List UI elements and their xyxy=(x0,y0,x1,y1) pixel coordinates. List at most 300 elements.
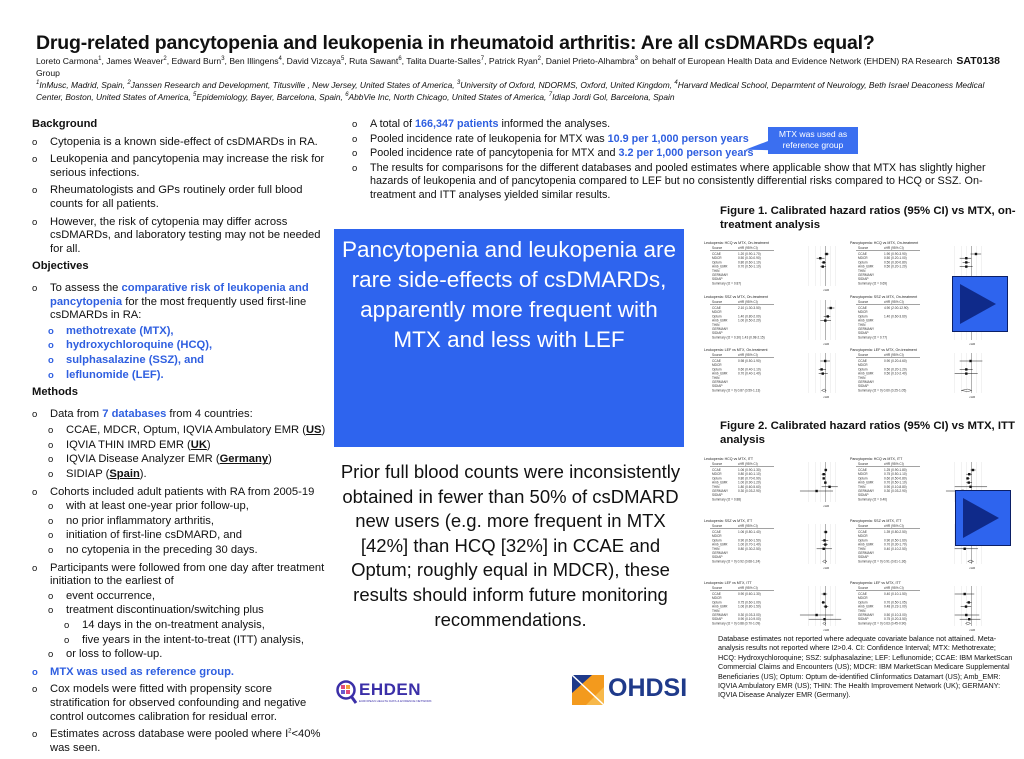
forest-row-value: 0.60 (0.40-1.10) xyxy=(738,367,761,372)
objective-highlight: comparative risk of leukopenia and pancytopenia xyxy=(50,281,309,308)
forest-axis-label: cHR xyxy=(823,288,830,292)
forest-row-value: 1.06 (0.80-1.50) xyxy=(738,604,761,609)
forest-col-header: cHR (95% CI) xyxy=(884,353,904,357)
forest-point xyxy=(824,543,826,545)
forest-point xyxy=(965,265,967,267)
forest-row-label: THIN xyxy=(858,322,866,327)
author-name: Daniel Prieto-Alhambra$^3$ xyxy=(545,56,638,66)
database-end: ) xyxy=(206,438,211,451)
forest-row-label: Amb_EMR xyxy=(858,264,874,269)
forest-axis-label: cHR xyxy=(823,628,830,632)
objective-item xyxy=(32,282,332,323)
forest-row-label: Optum xyxy=(712,260,722,265)
forest-col-header: Source xyxy=(712,300,723,304)
methods-item: o Participants were followed from one day after treatment initiation to the earliest of xyxy=(32,562,332,589)
methods-item: o Cox models were fitted with propensity score stratification for observed confounding and negative control outcomes calibration for residual error. xyxy=(32,683,332,724)
cohort-criterion: o no cytopenia in the preceding 30 days. xyxy=(32,544,332,558)
forest-row-label: THIN xyxy=(858,484,866,489)
forest-row-label: Optum xyxy=(712,314,722,319)
author-name: Edward Burn$^3$ xyxy=(171,56,225,66)
forest-row-value: 0.90 (0.10-9.00) xyxy=(738,617,761,622)
result-item xyxy=(352,133,997,147)
forest-col-header: Source xyxy=(712,586,723,590)
cohort-criterion: o no prior inflammatory arthritis, xyxy=(32,515,332,529)
forest-row-label: SIDIAP xyxy=(858,493,869,498)
forest-row-label: Optum xyxy=(858,476,868,481)
forest-col-header: Source xyxy=(858,300,869,304)
forest-point xyxy=(965,614,967,616)
forest-row-label: THIN xyxy=(712,608,720,613)
forest-title: Pancytopenia: HCQ vs MTX, ITT xyxy=(850,457,903,461)
figure-footnote: Database estimates not reported where adequate covariate balance not attained. Meta-analysis results not reported where I2>0.4. CI: Confidence Interval; MTX: Methotrexate; HCQ: Hydroxychloroquine; SSZ: sulphasalazine; LEF: Leflunomide; CCAE: IBM MarketScan Commercial Claims and Encounters (US); MDCR: IBM MarketScan Medicare Supplemental Beneficiaries (US); Optum: Optum de-identified Clinformatics Datamart (US); Amb_EMR: IQVIA Ambulatory EMR (US); THIN: The Health Improvement Network (UK); GERMANY: IQVIA Disease Analyzer EMR (Germany). xyxy=(718,634,1013,700)
result-item xyxy=(352,118,997,132)
forest-row-value: 0.90 (0.60-1.50) xyxy=(738,538,761,543)
play-video-button[interactable] xyxy=(952,276,1008,332)
forest-row-value: 0.90 (0.50-1.60) xyxy=(884,538,907,543)
author-affiliation-number: 3 xyxy=(221,56,225,63)
forest-row-label: MDCR xyxy=(858,256,868,261)
author-list: Loreto Carmona$^1$, James Weaver$^2$, Edward Burn$^3$, Ben Illingens$^4$, David Vizcaya$^5$, Ruta Sawant$^6$, Talita Duarte-Salles$^7$, Patrick Ryan$^2$, Daniel Prieto-Alhambra$^3$ on behalf of European Health Data and Evidence Network (EHDEN) RA Research Group xyxy=(36,56,953,78)
forest-point xyxy=(963,593,965,595)
forest-row-value: 0.90 (0.10-8.80) xyxy=(884,484,907,489)
forest-row-value: 0.50 (0.20-1.20) xyxy=(884,264,907,269)
ehden-logo-text: EHDEN xyxy=(359,680,422,699)
forest-col-header: Source xyxy=(712,524,723,528)
author-affiliation-number: 7 xyxy=(480,56,485,63)
forest-row-value: 0.50 (0.20-1.20) xyxy=(884,367,907,372)
forest-point xyxy=(963,548,965,550)
author-name: Talita Duarte-Salles$^7$ xyxy=(406,56,485,66)
forest-row-label: Amb_EMR xyxy=(858,604,874,609)
forest-point xyxy=(822,601,824,603)
forest-row-label: THIN xyxy=(712,484,720,489)
forest-row-value: 0.60 (0.50-0.80) xyxy=(884,476,907,481)
affiliation: $^4$Harvard Medical School, Deparmtent of Neurology, Beth Israel Deaconess Medical Center, Boston, United States of America, xyxy=(36,80,985,102)
forest-row-label: CCAE xyxy=(858,592,867,596)
forest-title: Pancytopenia: SSZ vs MTX, ITT xyxy=(850,519,902,523)
forest-title: Pancytopenia: LEF vs MTX, On-treatment xyxy=(850,348,917,352)
forest-diamond xyxy=(823,560,827,563)
drug-item: o leflunomide (LEF). xyxy=(32,369,332,383)
forest-row-value: 0.80 (0.30-2.50) xyxy=(738,546,761,551)
forest-point xyxy=(825,531,827,533)
forest-point xyxy=(975,253,977,255)
forest-row-value: 1.06 (0.80-1.40) xyxy=(738,530,761,534)
forest-plot xyxy=(704,580,849,632)
author-name: Loreto Carmona$^1$ xyxy=(36,56,102,66)
forest-row-value: 1.25 (0.90-1.80) xyxy=(884,468,907,472)
forest-col-header: Source xyxy=(858,524,869,528)
forest-plot xyxy=(704,294,849,346)
forest-row-label: THIN xyxy=(858,375,866,380)
forest-row-label: THIN xyxy=(712,375,720,380)
forest-point xyxy=(965,257,967,259)
patient-count: 166,347 patients xyxy=(415,118,499,130)
forest-title: Leukopenia: LEF vs MTX, On-treatment xyxy=(704,348,768,352)
forest-point xyxy=(819,257,821,259)
forest-plot xyxy=(850,580,995,632)
forest-summary-label: Summary (I2 = 0.40) xyxy=(858,497,888,502)
forest-row-value: 0.98 (0.50-1.90) xyxy=(738,359,761,363)
forest-col-header: Source xyxy=(858,353,869,357)
forest-axis-label: cHR xyxy=(969,395,976,399)
methods-heading: Methods xyxy=(32,386,78,399)
forest-summary-label: Summary (I2 = 0.88) xyxy=(712,497,742,502)
forest-title: Pancytopenia: LEF vs MTX, ITT xyxy=(850,581,901,585)
forest-plot xyxy=(704,347,849,399)
result-item: o The results for comparisons for the different databases and pooled estimates where applicable show that MTX has slightly higher hazards of leukopenia and of pancytopenia compared to LEF but no consistently differential risks compared to HCQ or SSZ. On-treatment and ITT analyses yielded similar results. xyxy=(352,162,997,203)
forest-point xyxy=(965,605,967,607)
forest-point xyxy=(968,618,970,620)
forest-point xyxy=(823,261,825,263)
forest-row-label: SIDIAP xyxy=(858,277,869,282)
author-affiliation-number: 5 xyxy=(340,56,345,63)
author-affiliation-number: 2 xyxy=(163,56,167,63)
forest-row-label: THIN xyxy=(712,268,720,273)
forest-row-value: 0.80 (0.60-1.10) xyxy=(738,260,761,265)
forest-row-value: 0.90 (0.20-4.60) xyxy=(884,359,907,363)
forest-col-header: Source xyxy=(712,353,723,357)
forest-col-header: cHR (95% CI) xyxy=(738,353,758,357)
background-item: o Cytopenia is a known side-effect of csDMARDs in RA. xyxy=(32,136,332,150)
forest-point xyxy=(823,539,825,541)
forest-point xyxy=(815,614,817,616)
forest-row-value: 0.75 (0.20-3.50) xyxy=(884,617,907,622)
database-end: ). xyxy=(139,468,147,481)
forest-row-value: 1.39 (0.80-2.50) xyxy=(884,530,907,534)
followup-subitem: o 14 days in the on-treatment analysis, xyxy=(32,619,332,633)
database-end: ) xyxy=(268,453,272,466)
forest-plot xyxy=(704,456,849,508)
forest-row-value: 0.40 (0.10-2.50) xyxy=(884,546,907,551)
forest-point xyxy=(823,593,825,595)
forest-summary-label: Summary (I2 = 0.77) xyxy=(858,335,888,340)
forest-row-value: 0.50 (0.10-2.40) xyxy=(884,371,907,376)
forest-row-value: 2.10 (1.30-3.50) xyxy=(738,306,761,310)
result-text: Pooled incidence rate of leukopenia for MTX was xyxy=(370,132,608,145)
ehden-logo-subtext: EUROPEAN HEALTH DATA & EVIDENCE NETWORK xyxy=(359,699,432,703)
result-item xyxy=(352,147,997,161)
forest-row-value: 0.30 (0.03-3.00) xyxy=(738,613,761,617)
forest-title: Leukopenia: HCQ vs MTX, On-treatment xyxy=(704,241,769,245)
poster-title: Drug-related pancytopenia and leukopenia in rheumatoid arthritis: Are all csDMARDs equal? xyxy=(36,32,875,54)
followup-item: o or loss to follow-up. xyxy=(32,648,332,662)
forest-point xyxy=(823,477,825,479)
forest-row-value: 0.30 (0.03-2.90) xyxy=(884,489,907,493)
database-item xyxy=(32,468,332,482)
forest-row-label: Optum xyxy=(712,476,722,481)
forest-col-header: cHR (95% CI) xyxy=(738,246,758,250)
forest-col-header: cHR (95% CI) xyxy=(884,246,904,250)
methods-text: from 4 countries: xyxy=(166,407,253,420)
forest-plot xyxy=(850,347,995,399)
background-item: o However, the risk of cytopenia may differ across csDMARDs, and laboratory testing may not be needed for all. xyxy=(32,216,332,257)
forest-col-header: Source xyxy=(858,586,869,590)
key-message-box: Pancytopenia and leukopenia are rare side-effects of csDMARDs, apparently more frequent with MTX and less with LEF xyxy=(334,229,684,447)
forest-row-value: 1.00 (0.50-2.20) xyxy=(738,318,761,323)
forest-row-label: GERMANY xyxy=(858,489,875,493)
forest-row-value: 0.48 (0.23-1.00) xyxy=(884,604,907,609)
left-column xyxy=(32,118,332,759)
author-name: Patrick Ryan$^2$ xyxy=(488,56,541,66)
forest-row-label: GERMANY xyxy=(712,380,729,384)
forest-col-header: cHR (95% CI) xyxy=(738,462,758,466)
database-names: IQVIA Disease Analyzer EMR ( xyxy=(66,453,220,466)
database-country: Germany xyxy=(219,453,269,466)
forest-plot xyxy=(704,240,849,292)
forest-point xyxy=(825,253,827,255)
reference-callout: MTX was used as reference group xyxy=(768,127,858,154)
forest-diamond xyxy=(968,560,974,563)
methods-item: o Cohorts included adult patients with RA from 2005-19 xyxy=(32,486,332,500)
forest-row-label: GERMANY xyxy=(858,327,875,331)
forest-point xyxy=(825,605,827,607)
forest-row-label: CCAE xyxy=(858,359,867,363)
forest-row-label: Amb_EMR xyxy=(712,264,728,269)
forest-row-label: Amb_EMR xyxy=(858,542,874,547)
figure2-title: Figure 2. Calibrated hazard ratios (95% CI) vs MTX, ITT analysis xyxy=(720,420,1015,446)
database-end: ) xyxy=(321,424,326,437)
forest-point xyxy=(968,473,970,475)
forest-row-label: GERMANY xyxy=(712,551,729,555)
forest-row-label: GERMANY xyxy=(858,551,875,555)
drug-item: o sulphasalazine (SSZ), and xyxy=(32,354,332,368)
forest-row-value: 1.00 (0.70-1.40) xyxy=(738,542,761,547)
reference-group-note: o MTX was used as reference group. xyxy=(32,666,332,680)
forest-plot xyxy=(704,518,849,570)
forest-row-label: CCAE xyxy=(712,252,721,256)
forest-row-value: 1.06 (0.90-1.30) xyxy=(738,468,761,472)
followup-item: o treatment discontinuation/switching plus xyxy=(32,604,332,618)
database-country: US xyxy=(305,424,322,437)
forest-title: Pancytopenia: HCQ vs MTX, On-treatment xyxy=(850,241,919,245)
figure1-title: Figure 1. Calibrated hazard ratios (95% CI) vs MTX, on-treatment analysis xyxy=(720,205,1016,231)
forest-point xyxy=(815,490,817,492)
affiliation: $^7$Idiap Jordi Gol, Barcelona, Spain xyxy=(548,92,675,102)
forest-row-label: Amb_EMR xyxy=(858,480,874,485)
forest-axis-label: cHR xyxy=(823,566,830,570)
forest-row-label: THIN xyxy=(712,322,720,327)
results-section xyxy=(352,118,997,204)
objective-text: To assess the xyxy=(50,281,122,294)
author-name: Ruta Sawant$^6$ xyxy=(349,56,402,66)
forest-point xyxy=(968,601,970,603)
forest-row-label: Optum xyxy=(712,538,722,543)
forest-row-label: Amb_EMR xyxy=(712,480,728,485)
forest-row-label: GERMANY xyxy=(712,273,729,277)
forest-point xyxy=(824,319,826,321)
forest-point xyxy=(822,265,824,267)
forest-row-label: GERMANY xyxy=(858,613,875,617)
forest-title: Pancytopenia: SSZ vs MTX, On-treatment xyxy=(850,295,918,299)
forest-row-label: Amb_EMR xyxy=(858,371,874,376)
drug-item: o hydroxychloroquine (HCQ), xyxy=(32,339,332,353)
author-affiliation-number: 6 xyxy=(398,56,402,63)
forest-row-value: 0.75 (0.50-1.10) xyxy=(884,472,907,477)
forest-row-value: 0.75 (0.60-1.00) xyxy=(738,600,761,605)
forest-row-label: SIDIAP xyxy=(712,555,723,560)
forest-row-label: THIN xyxy=(858,608,866,613)
forest-row-label: CCAE xyxy=(712,468,721,472)
forest-row-label: THIN xyxy=(858,546,866,551)
forest-title: Leukopenia: HCQ vs MTX, ITT xyxy=(704,457,754,461)
forest-summary-label: Summary (I2 = 0) 0.91 (0.61-1.36) xyxy=(858,559,907,564)
forest-row-label: SIDIAP xyxy=(712,384,723,389)
forest-row-label: SIDIAP xyxy=(712,617,723,622)
result-text: informed the analyses. xyxy=(498,118,611,130)
forest-row-label: SIDIAP xyxy=(712,331,723,336)
abstract-code: SAT0138 xyxy=(956,55,1000,67)
play-video-button[interactable] xyxy=(955,490,1011,546)
result-text: A total of xyxy=(370,118,416,130)
forest-point xyxy=(825,469,827,471)
forest-row-label: GERMANY xyxy=(712,489,729,493)
forest-row-value: 0.50 (0.20-1.00) xyxy=(884,256,907,261)
forest-row-value: 0.50 (0.30-0.80) xyxy=(884,260,907,265)
forest-axis-label: cHR xyxy=(823,342,830,346)
forest-row-value: 0.30 (0.03-2.90) xyxy=(738,489,761,493)
forest-row-label: Optum xyxy=(858,314,868,319)
forest-row-label: Amb_EMR xyxy=(712,542,728,547)
result-text: Pooled incidence rate of pancytopenia for MTX and xyxy=(370,147,619,160)
forest-point xyxy=(824,360,826,362)
forest-row-value: 0.70 (0.40-1.40) xyxy=(738,371,761,376)
cohort-criterion: o initiation of first-line csDMARD, and xyxy=(32,529,332,543)
affiliation: $^2$Janssen Research and Development, Titusville , New Jersey, United States of America, xyxy=(127,80,457,90)
leukopenia-rate: 10.9 per 1,000 person years xyxy=(607,132,749,145)
forest-row-label: Optum xyxy=(712,367,722,372)
forest-col-header: cHR (95% CI) xyxy=(738,300,758,304)
forest-point xyxy=(820,368,822,370)
database-names: CCAE, MDCR, Optum, IQVIA Ambulatory EMR ( xyxy=(66,424,306,437)
author-affiliation-number: 1 xyxy=(98,56,102,63)
forest-point xyxy=(965,261,967,263)
background-list xyxy=(32,136,332,257)
forest-row-label: CCAE xyxy=(712,306,721,310)
forest-row-label: CCAE xyxy=(712,530,721,534)
forest-col-header: cHR (95% CI) xyxy=(738,586,758,590)
affiliations xyxy=(36,79,996,103)
forest-row-label: Optum xyxy=(712,600,722,605)
objectives-heading: Objectives xyxy=(32,260,89,273)
forest-row-label: CCAE xyxy=(858,468,867,472)
forest-row-value: 0.70 (0.50-1.10) xyxy=(884,480,907,485)
methods-item xyxy=(32,408,332,422)
forest-point xyxy=(969,486,971,488)
database-names: SIDIAP ( xyxy=(66,468,110,481)
forest-title: Leukopenia: SSZ vs MTX, On-treatment xyxy=(704,295,768,299)
forest-row-label: Amb_EMR xyxy=(712,371,728,376)
superscript: 2 xyxy=(288,728,292,735)
author-name: James Weaver$^2$ xyxy=(106,56,167,66)
forest-point xyxy=(824,481,826,483)
forest-summary-label: Summary (I2 = 0) 0.92 (0.68-1.24) xyxy=(712,559,761,564)
forest-title: Leukopenia: LEF vs MTX, ITT xyxy=(704,581,752,585)
cohort-criterion: o with at least one-year prior follow-up, xyxy=(32,500,332,514)
followup-item: o event occurrence, xyxy=(32,590,332,604)
forest-summary-label: Summary (I2 = 0) 0.87 (0.59-1.13) xyxy=(712,388,761,393)
forest-point xyxy=(828,486,830,488)
forest-col-header: Source xyxy=(712,462,723,466)
forest-point xyxy=(829,307,831,309)
methods-list xyxy=(32,408,332,756)
forest-row-label: Amb_EMR xyxy=(858,318,874,323)
forest-axis-label: cHR xyxy=(969,628,976,632)
objective-text: for the most frequently used first-line csDMARDs in RA: xyxy=(50,295,307,322)
ohdsi-logo xyxy=(572,672,692,708)
forest-summary-label: Summary (I2 = 0) 0.88 (0.70-1.09) xyxy=(712,621,761,626)
forest-point xyxy=(965,372,967,374)
database-country: UK xyxy=(190,438,207,451)
background-heading: Background xyxy=(32,118,98,130)
forest-col-header: Source xyxy=(858,462,869,466)
databases-highlight: 7 databases xyxy=(102,407,167,420)
forest-row-label: Amb_EMR xyxy=(712,604,728,609)
methods-text: Data from xyxy=(50,407,103,420)
ohdsi-logo-text: OHDSI xyxy=(608,674,688,702)
forest-row-value: 0.40 (0.10-1.50) xyxy=(884,592,907,596)
forest-col-header: Source xyxy=(712,246,723,250)
forest-row-label: Amb_EMR xyxy=(712,318,728,323)
forest-row-label: THIN xyxy=(712,546,720,551)
forest-title: Leukopenia: SSZ vs MTX, ITT xyxy=(704,519,753,523)
forest-row-label: CCAE xyxy=(712,592,721,596)
forest-row-label: CCAE xyxy=(712,359,721,363)
forest-point xyxy=(823,473,825,475)
pancytopenia-rate: 3.2 per 1,000 person years xyxy=(618,147,754,160)
forest-row-value: 1.00 (0.90-1.20) xyxy=(738,480,761,485)
forest-row-value: 0.70 (0.50-1.05) xyxy=(884,600,907,605)
forest-row-value: 0.90 (0.60-1.30) xyxy=(738,592,761,596)
forest-point xyxy=(966,477,968,479)
forest-row-label: MDCR xyxy=(712,534,722,539)
forest-point xyxy=(969,360,971,362)
forest-row-value: 1.20 (0.90-1.70) xyxy=(738,252,761,256)
background-item: o Rheumatologists and GPs routinely order full blood counts for all patients. xyxy=(32,184,332,211)
forest-row-value: 0.50 (0.10-3.00) xyxy=(884,613,907,617)
affiliation: $^6$AbbVie Inc, North Chicago, United States of America, xyxy=(345,92,549,102)
forest-row-value: 0.80 (0.60-1.10) xyxy=(738,472,761,477)
methods-text: Estimates across database were pooled where I xyxy=(50,728,289,741)
forest-row-label: SIDIAP xyxy=(858,331,869,336)
forest-point xyxy=(823,618,825,620)
forest-row-value: 1.80 (0.60-5.60) xyxy=(738,484,761,489)
forest-col-header: Source xyxy=(858,246,869,250)
forest-row-label: CCAE xyxy=(858,252,867,256)
forest-point xyxy=(965,368,967,370)
forest-axis-label: cHR xyxy=(969,566,976,570)
forest-row-value: 0.70 (0.30-1.70) xyxy=(884,542,907,547)
forest-row-value: 0.80 (0.70-0.90) xyxy=(738,476,761,481)
forest-axis-label: cHR xyxy=(969,342,976,346)
forest-summary-label: Summary (I2 = 0.30) 1.43 (0.98-2.15) xyxy=(712,335,765,340)
forest-row-label: THIN xyxy=(858,268,866,273)
author-name: David Vizcaya$^5$ xyxy=(286,56,345,66)
forest-row-label: CCAE xyxy=(858,530,867,534)
forest-row-label: SIDIAP xyxy=(858,384,869,389)
author-affiliation-number: 2 xyxy=(537,56,541,63)
database-item xyxy=(32,424,332,438)
forest-row-label: MDCR xyxy=(712,472,722,477)
forest-row-label: MDCR xyxy=(712,596,722,601)
objectives-list xyxy=(32,282,332,382)
database-item xyxy=(32,439,332,453)
forest-row-label: GERMANY xyxy=(858,380,875,384)
forest-row-label: MDCR xyxy=(712,310,722,315)
forest-row-value: 4.90 (2.00-12.90) xyxy=(884,306,909,310)
affiliation: $^3$University of Oxford, NDORMS, Oxford, United Kingdom, xyxy=(456,80,675,90)
database-item xyxy=(32,453,332,467)
